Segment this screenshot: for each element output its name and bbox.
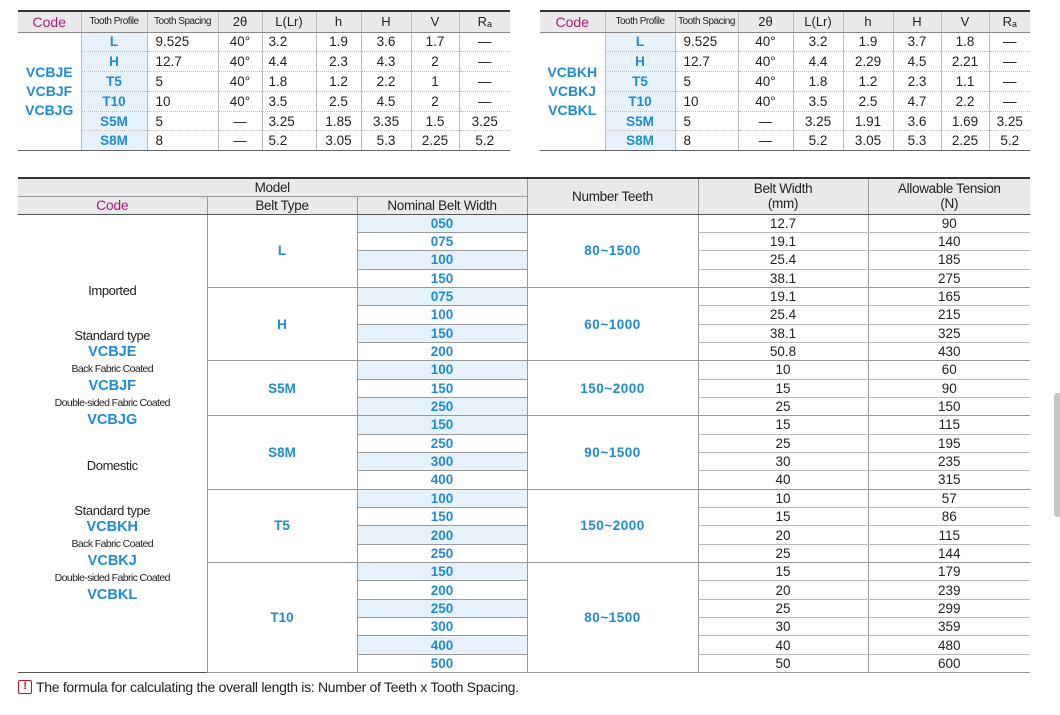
nominal-width-cell: 100 xyxy=(357,489,527,507)
spec-row xyxy=(18,32,510,52)
spec-cell-tooth-profile: T5 xyxy=(81,72,147,92)
spec-row xyxy=(18,131,510,151)
spec-cell-tooth-profile: S5M xyxy=(605,111,675,131)
tension-cell: 315 xyxy=(868,471,1030,489)
nominal-width-cell: 100 xyxy=(357,251,527,269)
nominal-width-cell: 100 xyxy=(357,306,527,324)
spec-cell-angle: 40° xyxy=(218,32,262,52)
double-sided-label: Double-sided Fabric Coated xyxy=(54,572,170,585)
spec-row xyxy=(18,52,510,72)
domestic-label: Domestic xyxy=(86,458,138,474)
spec-body xyxy=(540,32,1030,151)
tension-cell: 179 xyxy=(868,563,1030,581)
spec-header-tooth-spacing: Tooth Spacing xyxy=(147,11,218,32)
nominal-width-cell: 050 xyxy=(357,214,527,232)
spec-codes-cell xyxy=(540,32,605,151)
spec-cell-h-large: 5.3 xyxy=(893,131,941,151)
header-belt-width xyxy=(698,178,868,214)
spacer xyxy=(18,474,207,502)
belt-width-cell: 10 xyxy=(698,489,868,507)
tension-cell: 115 xyxy=(868,526,1030,544)
tension-cell: 150 xyxy=(868,397,1030,415)
tension-cell: 90 xyxy=(868,379,1030,397)
spec-cell-ra: — xyxy=(989,52,1030,72)
spec-cell-h-large: 3.6 xyxy=(893,111,941,131)
header-code: Code xyxy=(18,196,207,214)
header-belt-width-unit: (mm) xyxy=(767,196,799,212)
tension-cell: 239 xyxy=(868,581,1030,599)
spec-cell-tooth-profile: H xyxy=(81,52,147,72)
tension-cell: 275 xyxy=(868,269,1030,287)
spec-cell-tooth-spacing: 5 xyxy=(675,111,738,131)
spec-cell-h-small: 1.2 xyxy=(316,72,361,92)
spec-row xyxy=(540,72,1030,92)
spec-cell-angle: 40° xyxy=(738,52,793,72)
belt-width-cell: 30 xyxy=(698,452,868,470)
tension-cell: 90 xyxy=(868,214,1030,232)
spec-cell-length: 3.25 xyxy=(793,111,843,131)
spec-table-imported xyxy=(18,10,510,151)
header-belt-type: Belt Type xyxy=(207,196,357,214)
belt-spec-table xyxy=(18,177,1030,673)
warning-icon: ! xyxy=(18,680,32,694)
footnote-text: The formula for calculating the overall length is: Number of Teeth x Tooth Spacing. xyxy=(36,679,519,695)
header-number-teeth: Number Teeth xyxy=(527,178,698,214)
code-vcbkh: VCBKH xyxy=(86,519,139,536)
teeth-range-cell: 80~1500 xyxy=(527,563,698,673)
spec-cell-tooth-spacing: 5 xyxy=(675,72,738,92)
spec-cell-h-small: 3.05 xyxy=(843,131,893,151)
spec-cell-length: 3.2 xyxy=(262,32,316,52)
belt-width-cell: 25.4 xyxy=(698,251,868,269)
spec-header-ra: Rₐ xyxy=(459,11,510,32)
standard-type-label: Standard type xyxy=(74,503,151,519)
spec-cell-length: 5.2 xyxy=(262,131,316,151)
tension-cell: 235 xyxy=(868,452,1030,470)
nominal-width-cell: 250 xyxy=(357,599,527,617)
belt-width-cell: 20 xyxy=(698,581,868,599)
spec-cell-h-small: 3.05 xyxy=(316,131,361,151)
spec-cell-tooth-profile: T10 xyxy=(605,91,675,111)
spec-cell-tooth-spacing: 8 xyxy=(147,131,218,151)
spec-cell-length: 3.2 xyxy=(793,32,843,52)
spec-cell-h-large: 3.7 xyxy=(893,32,941,52)
teeth-range-cell: 60~1000 xyxy=(527,287,698,360)
spec-header-v: V xyxy=(411,11,459,32)
spec-cell-h-large: 3.6 xyxy=(361,32,411,52)
spec-cell-v: 1.69 xyxy=(941,111,989,131)
belt-type-cell: T5 xyxy=(207,489,357,562)
spec-header-h-large: H xyxy=(893,11,941,32)
spec-header-tooth-spacing: Tooth Spacing xyxy=(675,11,738,32)
tension-cell: 185 xyxy=(868,251,1030,269)
spec-header-ra: Rₐ xyxy=(989,11,1030,32)
belt-type-cell: L xyxy=(207,214,357,287)
belt-type-cell: H xyxy=(207,287,357,360)
spec-cell-ra: — xyxy=(459,52,510,72)
footnote xyxy=(18,679,519,695)
spec-cell-ra: 3.25 xyxy=(989,111,1030,131)
spec-cell-angle: 40° xyxy=(218,91,262,111)
belt-width-cell: 25 xyxy=(698,599,868,617)
spec-cell-h-small: 1.85 xyxy=(316,111,361,131)
spec-header-row xyxy=(540,11,1030,32)
tension-cell: 60 xyxy=(868,361,1030,379)
spec-cell-tooth-profile: T10 xyxy=(81,91,147,111)
nominal-width-cell: 250 xyxy=(357,544,527,562)
spec-cell-tooth-profile: T5 xyxy=(605,72,675,92)
spec-row xyxy=(540,52,1030,72)
belt-width-cell: 40 xyxy=(698,471,868,489)
spec-row xyxy=(540,111,1030,131)
spacer xyxy=(18,299,207,327)
belt-width-cell: 25 xyxy=(698,434,868,452)
spec-cell-v: 1.1 xyxy=(941,72,989,92)
teeth-range-cell: 90~1500 xyxy=(527,416,698,489)
nominal-width-cell: 150 xyxy=(357,379,527,397)
spec-header-angle: 2θ xyxy=(738,11,793,32)
header-tension-label: Allowable Tension xyxy=(897,181,1001,197)
spec-cell-v: 2.25 xyxy=(411,131,459,151)
spec-cell-length: 1.8 xyxy=(793,72,843,92)
spec-code: VCBKJ xyxy=(548,82,596,99)
spec-code: VCBJF xyxy=(26,82,73,99)
spec-cell-length: 1.8 xyxy=(262,72,316,92)
spec-cell-length: 4.4 xyxy=(262,52,316,72)
spec-cell-tooth-spacing: 10 xyxy=(675,91,738,111)
spec-cell-ra: 3.25 xyxy=(459,111,510,131)
spec-cell-h-large: 4.3 xyxy=(361,52,411,72)
nominal-width-cell: 100 xyxy=(357,361,527,379)
spec-cell-ra: 5.2 xyxy=(459,131,510,151)
spec-cell-h-large: 2.2 xyxy=(361,72,411,92)
spec-cell-v: 1.5 xyxy=(411,111,459,131)
spec-cell-v: 2.2 xyxy=(941,91,989,111)
header-allowable-tension xyxy=(868,178,1030,214)
spec-header-code: Code xyxy=(18,11,81,32)
spec-cell-tooth-profile: S8M xyxy=(81,131,147,151)
back-fabric-label: Back Fabric Coated xyxy=(71,538,153,551)
teeth-range-cell: 80~1500 xyxy=(527,214,698,287)
spec-header-h-small: h xyxy=(316,11,361,32)
belt-width-cell: 25.4 xyxy=(698,306,868,324)
tension-cell: 115 xyxy=(868,416,1030,434)
spec-cell-angle: — xyxy=(738,111,793,131)
spec-cell-tooth-spacing: 9.525 xyxy=(147,32,218,52)
tension-cell: 600 xyxy=(868,654,1030,672)
spec-cell-tooth-profile: H xyxy=(605,52,675,72)
spec-cell-tooth-profile: S5M xyxy=(81,111,147,131)
header-belt-width-label: Belt Width xyxy=(753,181,813,197)
tension-cell: 299 xyxy=(868,599,1030,617)
spec-cell-length: 3.25 xyxy=(262,111,316,131)
spec-cell-ra: — xyxy=(459,72,510,92)
spec-row xyxy=(540,32,1030,52)
spec-code: VCBJG xyxy=(25,101,74,118)
belt-width-cell: 38.1 xyxy=(698,324,868,342)
code-vcbjf: VCBJF xyxy=(88,378,137,395)
spec-cell-angle: 40° xyxy=(218,52,262,72)
nominal-width-cell: 250 xyxy=(357,397,527,415)
spec-code: VCBKH xyxy=(547,63,598,80)
spec-cell-tooth-spacing: 8 xyxy=(675,131,738,151)
spec-cell-v: 1.8 xyxy=(941,32,989,52)
spec-body xyxy=(18,32,510,151)
belt-width-cell: 15 xyxy=(698,416,868,434)
spec-header-v: V xyxy=(941,11,989,32)
spec-cell-ra: 5.2 xyxy=(989,131,1030,151)
nominal-width-cell: 150 xyxy=(357,563,527,581)
tension-cell: 165 xyxy=(868,287,1030,305)
spec-cell-h-large: 3.35 xyxy=(361,111,411,131)
nominal-width-cell: 150 xyxy=(357,269,527,287)
tension-cell: 144 xyxy=(868,544,1030,562)
teeth-range-cell: 150~2000 xyxy=(527,489,698,562)
imported-label: Imported xyxy=(88,283,137,299)
header-nominal-belt-width: Nominal Belt Width xyxy=(357,196,527,214)
belt-width-cell: 40 xyxy=(698,636,868,654)
nominal-width-cell: 300 xyxy=(357,618,527,636)
spec-cell-h-large: 2.3 xyxy=(893,72,941,92)
spec-row xyxy=(540,91,1030,111)
spec-cell-h-large: 4.7 xyxy=(893,91,941,111)
spec-header-angle: 2θ xyxy=(218,11,262,32)
spec-cell-angle: 40° xyxy=(738,32,793,52)
spec-cell-tooth-spacing: 12.7 xyxy=(147,52,218,72)
spec-cell-v: 2 xyxy=(411,52,459,72)
belt-type-cell: S8M xyxy=(207,416,357,489)
spec-cell-angle: 40° xyxy=(738,72,793,92)
code-vcbjg: VCBJG xyxy=(87,412,138,429)
nominal-width-cell: 250 xyxy=(357,434,527,452)
belt-width-cell: 19.1 xyxy=(698,287,868,305)
spec-cell-v: 1 xyxy=(411,72,459,92)
main-header-row-1 xyxy=(18,178,1030,196)
spec-row xyxy=(18,111,510,131)
spec-cell-h-large: 4.5 xyxy=(361,91,411,111)
spec-cell-v: 2.21 xyxy=(941,52,989,72)
spec-header-length: L(Lr) xyxy=(262,11,316,32)
spec-cell-tooth-spacing: 10 xyxy=(147,91,218,111)
spec-table-domestic xyxy=(540,10,1030,151)
spec-row xyxy=(540,131,1030,151)
spec-header-code: Code xyxy=(540,11,605,32)
spec-cell-h-small: 1.91 xyxy=(843,111,893,131)
spec-cell-h-small: 1.2 xyxy=(843,72,893,92)
code-vcbkj: VCBKJ xyxy=(87,553,137,570)
nominal-width-cell: 400 xyxy=(357,636,527,654)
nominal-width-cell: 200 xyxy=(357,342,527,360)
spec-cell-angle: — xyxy=(218,131,262,151)
spec-cell-tooth-profile: L xyxy=(81,32,147,52)
spec-cell-h-small: 2.5 xyxy=(316,91,361,111)
belt-width-cell: 50.8 xyxy=(698,342,868,360)
belt-width-cell: 25 xyxy=(698,397,868,415)
belt-width-cell: 12.7 xyxy=(698,214,868,232)
spec-header-h-large: H xyxy=(361,11,411,32)
tension-cell: 359 xyxy=(868,618,1030,636)
spec-cell-tooth-spacing: 5 xyxy=(147,72,218,92)
belt-width-cell: 15 xyxy=(698,563,868,581)
spec-cell-length: 3.5 xyxy=(262,91,316,111)
spec-code: VCBKL xyxy=(548,101,597,118)
belt-width-cell: 15 xyxy=(698,508,868,526)
belt-width-cell: 20 xyxy=(698,526,868,544)
spec-codes-cell xyxy=(18,32,81,151)
main-body xyxy=(18,214,1030,673)
spec-cell-angle: — xyxy=(738,131,793,151)
spec-cell-ra: — xyxy=(989,32,1030,52)
tension-cell: 325 xyxy=(868,324,1030,342)
nominal-width-cell: 075 xyxy=(357,287,527,305)
table-row xyxy=(18,214,1030,232)
standard-type-label: Standard type xyxy=(74,328,151,344)
belt-width-cell: 10 xyxy=(698,361,868,379)
tension-cell: 480 xyxy=(868,636,1030,654)
spec-cell-angle: — xyxy=(218,111,262,131)
nominal-width-cell: 150 xyxy=(357,416,527,434)
spec-cell-h-small: 2.5 xyxy=(843,91,893,111)
nominal-width-cell: 200 xyxy=(357,526,527,544)
page-edge-tab xyxy=(1054,393,1060,517)
back-fabric-label: Back Fabric Coated xyxy=(71,363,153,376)
spec-cell-ra: — xyxy=(459,91,510,111)
belt-width-cell: 25 xyxy=(698,544,868,562)
nominal-width-cell: 300 xyxy=(357,452,527,470)
tension-cell: 140 xyxy=(868,232,1030,250)
tension-cell: 57 xyxy=(868,489,1030,507)
spec-header-tooth-profile: Tooth Profile xyxy=(605,11,675,32)
spec-cell-tooth-spacing: 5 xyxy=(147,111,218,131)
spec-cell-v: 1.7 xyxy=(411,32,459,52)
spec-cell-h-small: 2.3 xyxy=(316,52,361,72)
spec-cell-h-small: 1.9 xyxy=(843,32,893,52)
spec-cell-v: 2 xyxy=(411,91,459,111)
spec-cell-h-large: 4.5 xyxy=(893,52,941,72)
belt-width-cell: 38.1 xyxy=(698,269,868,287)
belt-width-cell: 30 xyxy=(698,618,868,636)
spec-header-tooth-profile: Tooth Profile xyxy=(81,11,147,32)
nominal-width-cell: 400 xyxy=(357,471,527,489)
spec-cell-tooth-spacing: 9.525 xyxy=(675,32,738,52)
tension-cell: 195 xyxy=(868,434,1030,452)
spec-cell-ra: — xyxy=(459,32,510,52)
spec-row xyxy=(18,91,510,111)
spec-cell-tooth-spacing: 12.7 xyxy=(675,52,738,72)
teeth-range-cell: 150~2000 xyxy=(527,361,698,416)
nominal-width-cell: 200 xyxy=(357,581,527,599)
code-vcbkl: VCBKL xyxy=(87,587,138,604)
spec-cell-h-small: 1.9 xyxy=(316,32,361,52)
nominal-width-cell: 075 xyxy=(357,232,527,250)
spec-row xyxy=(18,72,510,92)
tension-cell: 86 xyxy=(868,508,1030,526)
spacer xyxy=(18,429,207,457)
belt-width-cell: 50 xyxy=(698,654,868,672)
spec-cell-ra: — xyxy=(989,91,1030,111)
double-sided-label: Double-sided Fabric Coated xyxy=(54,397,170,410)
nominal-width-cell: 500 xyxy=(357,654,527,672)
header-model: Model xyxy=(18,178,527,196)
spec-cell-angle: 40° xyxy=(738,91,793,111)
spec-cell-ra: — xyxy=(989,72,1030,92)
spec-cell-length: 4.4 xyxy=(793,52,843,72)
header-tension-unit: (N) xyxy=(940,196,959,212)
spec-code: VCBJE xyxy=(25,63,73,80)
spec-cell-tooth-profile: S8M xyxy=(605,131,675,151)
belt-width-cell: 15 xyxy=(698,379,868,397)
spec-header-length: L(Lr) xyxy=(793,11,843,32)
belt-width-cell: 19.1 xyxy=(698,232,868,250)
spec-header-row xyxy=(18,11,510,32)
spec-cell-angle: 40° xyxy=(218,72,262,92)
nominal-width-cell: 150 xyxy=(357,324,527,342)
tension-cell: 215 xyxy=(868,306,1030,324)
spec-cell-length: 3.5 xyxy=(793,91,843,111)
nominal-width-cell: 150 xyxy=(357,508,527,526)
spec-cell-h-large: 5.3 xyxy=(361,131,411,151)
codes-column xyxy=(18,214,207,673)
spec-cell-v: 2.25 xyxy=(941,131,989,151)
spec-cell-tooth-profile: L xyxy=(605,32,675,52)
belt-type-cell: T10 xyxy=(207,563,357,673)
spec-cell-length: 5.2 xyxy=(793,131,843,151)
code-vcbje: VCBJE xyxy=(88,344,137,361)
tension-cell: 430 xyxy=(868,342,1030,360)
spec-cell-h-small: 2.29 xyxy=(843,52,893,72)
belt-type-cell: S5M xyxy=(207,361,357,416)
spec-header-h-small: h xyxy=(843,11,893,32)
